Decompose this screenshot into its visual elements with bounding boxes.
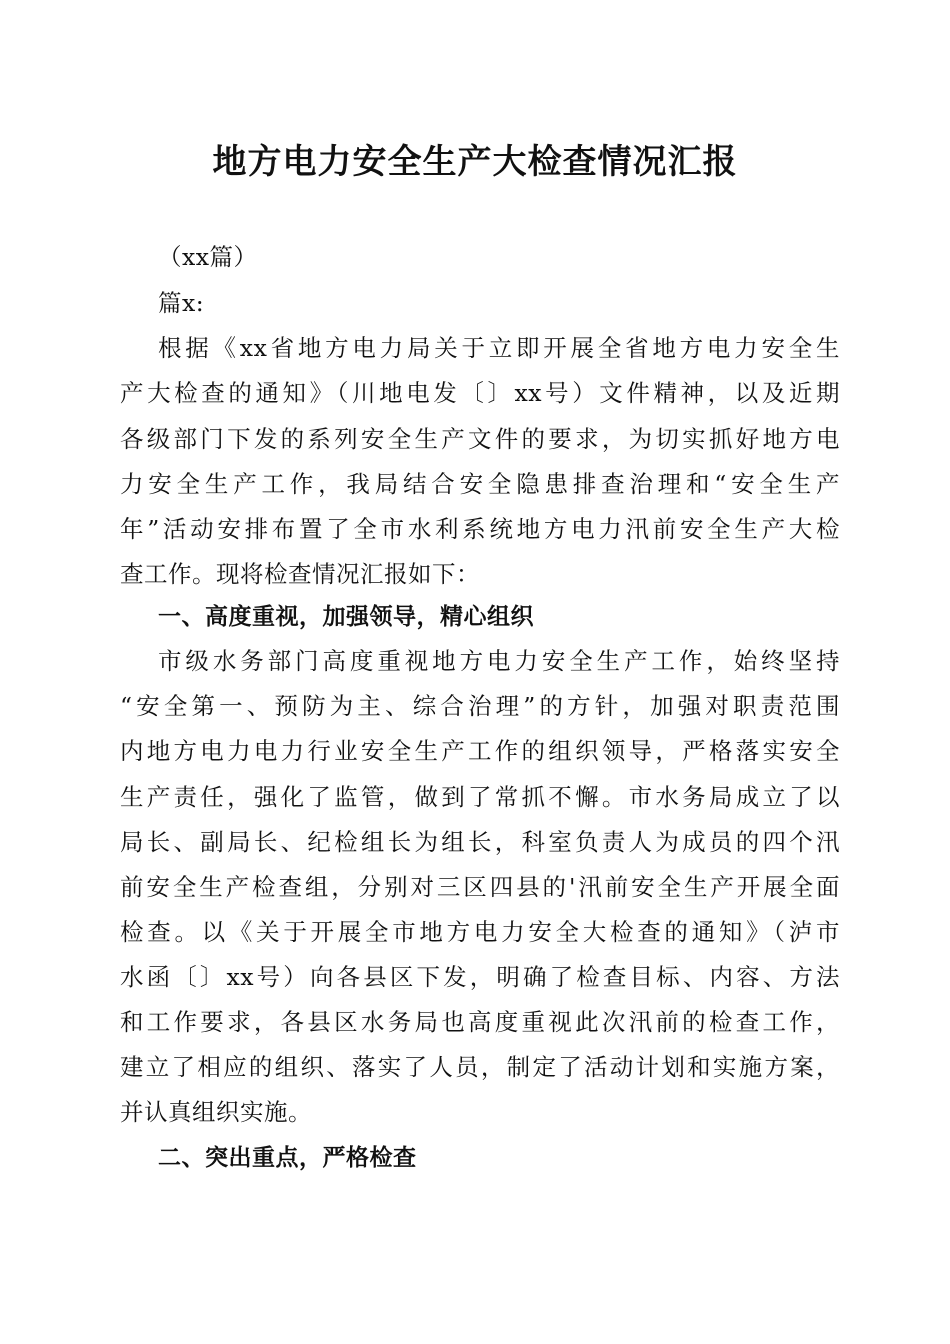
intro-line: 产大检查的通知》（川地电发〔〕xx号）文件精神，以及近期 [120,379,840,407]
section1-line: 市级水务部门高度重视地方电力安全生产工作，始终坚持 [158,647,840,675]
document-subtitle: （xx篇） [158,243,258,271]
section-label: 篇x: [158,289,205,317]
section1-line: 水函〔〕xx号）向各县区下发，明确了检查目标、内容、方法 [120,963,840,991]
intro-line: 年”活动安排布置了全市水利系统地方电力汛前安全生产大检 [120,515,840,543]
intro-line: 查工作。现将检查情况汇报如下： [120,560,480,588]
section1-line: 检查。以《关于开展全市地方电力安全大检查的通知》（泸市 [120,918,840,946]
section1-line: 内地方电力电力行业安全生产工作的组织领导，严格落实安全 [120,737,840,765]
section1-line: 局长、副局长、纪检组长为组长，科室负责人为成员的四个汛 [120,828,840,856]
intro-line: 各级部门下发的系列安全生产文件的要求，为切实抓好地方电 [120,425,840,453]
section1-line: 生产责任，强化了监管，做到了常抓不懈。市水务局成立了以 [120,783,840,811]
section1-line: 和工作要求，各县区水务局也高度重视此次汛前的检查工作， [120,1008,840,1036]
section1-line: 并认真组织实施。 [120,1098,312,1126]
intro-line: 根据《xx省地方电力局关于立即开展全省地方电力安全生 [158,334,840,362]
section1-line: 建立了相应的组织、落实了人员，制定了活动计划和实施方案， [120,1053,840,1081]
section-heading-2: 二、突出重点，严格检查 [158,1145,417,1171]
document-title: 地方电力安全生产大检查情况汇报 [212,142,738,182]
section-heading-1: 一、高度重视，加强领导，精心组织 [158,604,534,630]
section1-line: 前安全生产检查组，分别对三区四县的'汛前安全生产开展全面 [120,873,840,901]
section1-line: “安全第一、预防为主、综合治理”的方针，加强对职责范围 [120,692,840,720]
intro-line: 力安全生产工作，我局结合安全隐患排查治理和“安全生产 [120,470,840,498]
